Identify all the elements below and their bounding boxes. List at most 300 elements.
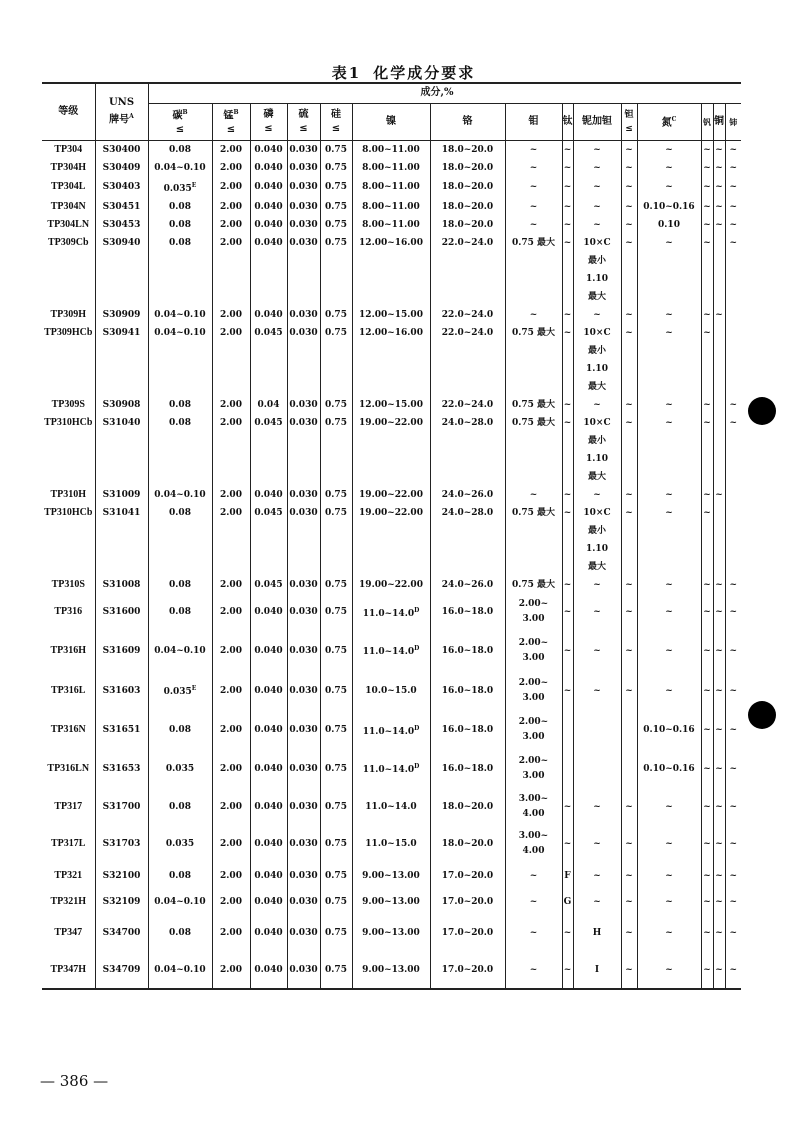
value-cell: 0.030 bbox=[287, 711, 320, 750]
table-row bbox=[42, 159, 741, 177]
uns-cell: S31653 bbox=[95, 750, 148, 788]
value-cell: ~ bbox=[573, 631, 621, 671]
value-cell: 0.04 bbox=[250, 396, 287, 414]
value-cell: 18.0~20.0 bbox=[430, 159, 505, 177]
value-cell: ~ bbox=[701, 952, 713, 989]
table-row bbox=[42, 198, 741, 216]
value-cell: 0.08 bbox=[148, 234, 212, 306]
value-cell: ~ bbox=[621, 504, 637, 576]
uns-cell: S30451 bbox=[95, 198, 148, 216]
value-cell: 0.10 bbox=[637, 216, 701, 234]
value-cell: 0.75 最大 bbox=[505, 324, 562, 396]
table-row bbox=[42, 826, 741, 863]
grade-cell: TP304H bbox=[42, 159, 95, 177]
value-cell: 18.0~20.0 bbox=[430, 216, 505, 234]
value-cell: 0.04~0.10 bbox=[148, 324, 212, 396]
value-cell: 0.75 bbox=[320, 594, 352, 631]
value-cell: ~ bbox=[573, 159, 621, 177]
value-cell: ~ bbox=[637, 889, 701, 915]
cell-footnote: D bbox=[414, 645, 420, 652]
value-cell: ~ bbox=[713, 863, 725, 889]
value-cell: ~ bbox=[713, 788, 725, 826]
value-cell: 24.0~26.0 bbox=[430, 486, 505, 504]
value-cell bbox=[725, 504, 741, 576]
value-cell: 2.00 bbox=[212, 486, 250, 504]
value-cell: 0.040 bbox=[250, 750, 287, 788]
value-cell: 16.0~18.0 bbox=[430, 671, 505, 711]
value-cell: ~ bbox=[573, 396, 621, 414]
value-cell: ~ bbox=[637, 952, 701, 989]
value-cell: ~ bbox=[713, 216, 725, 234]
value-cell: 0.75 最大 bbox=[505, 414, 562, 486]
value-cell: ~ bbox=[637, 671, 701, 711]
value-cell: 22.0~24.0 bbox=[430, 234, 505, 306]
table-row bbox=[42, 306, 741, 324]
value-cell: ~ bbox=[637, 324, 701, 396]
value-cell: 0.040 bbox=[250, 177, 287, 198]
value-cell: 0.040 bbox=[250, 159, 287, 177]
value-cell: ~ bbox=[725, 711, 741, 750]
cell-footnote: D bbox=[414, 763, 420, 770]
value-cell: 2.00 bbox=[212, 414, 250, 486]
value-cell: ~ bbox=[725, 671, 741, 711]
value-cell: 12.00~15.00 bbox=[352, 306, 430, 324]
value-cell: 0.040 bbox=[250, 306, 287, 324]
value-cell: 0.04~0.10 bbox=[148, 486, 212, 504]
value-cell: 24.0~28.0 bbox=[430, 414, 505, 486]
value-cell: 0.75 bbox=[320, 863, 352, 889]
value-cell: ~ bbox=[637, 826, 701, 863]
table-row bbox=[42, 140, 741, 159]
value-cell bbox=[148, 671, 212, 711]
binding-hole-mark bbox=[748, 397, 776, 425]
table-row bbox=[42, 177, 741, 198]
value-cell: 22.0~24.0 bbox=[430, 306, 505, 324]
value-cell: 3.00~ 4.00 bbox=[505, 826, 562, 863]
table-row bbox=[42, 863, 741, 889]
value-cell: 9.00~13.00 bbox=[352, 889, 430, 915]
value-cell: 0.030 bbox=[287, 576, 320, 594]
value-cell: 10.0~15.0 bbox=[352, 671, 430, 711]
binding-hole-mark bbox=[748, 701, 776, 729]
value-cell: ~ bbox=[562, 140, 573, 159]
value-cell: 0.08 bbox=[148, 504, 212, 576]
value-cell: ~ bbox=[573, 198, 621, 216]
table-row bbox=[42, 396, 741, 414]
header-element-13 bbox=[713, 103, 725, 140]
grade-cell: TP316H bbox=[42, 631, 95, 671]
value-cell: ~ bbox=[725, 576, 741, 594]
value-cell: ~ bbox=[725, 216, 741, 234]
value-cell: ~ bbox=[701, 631, 713, 671]
value-cell: ~ bbox=[562, 324, 573, 396]
value-cell: 0.75 bbox=[320, 159, 352, 177]
value-cell: ~ bbox=[725, 952, 741, 989]
value-cell: ~ bbox=[637, 396, 701, 414]
value-cell: ~ bbox=[562, 306, 573, 324]
value-cell: ~ bbox=[713, 631, 725, 671]
value-cell: ~ bbox=[562, 826, 573, 863]
cell-value: 11.0~14.0 bbox=[362, 765, 415, 775]
cell-footnote: D bbox=[414, 724, 420, 732]
value-cell: 2.00~ 3.00 bbox=[505, 750, 562, 788]
value-cell: 8.00~11.00 bbox=[352, 216, 430, 234]
value-cell: 0.040 bbox=[250, 198, 287, 216]
uns-cell: S30909 bbox=[95, 306, 148, 324]
table-number: 表1 bbox=[331, 64, 362, 82]
value-cell: ~ bbox=[713, 576, 725, 594]
value-cell: ~ bbox=[725, 234, 741, 306]
header-element-3 bbox=[287, 103, 320, 140]
grade-cell: TP309HCb bbox=[42, 324, 95, 396]
value-cell: ~ bbox=[562, 234, 573, 306]
value-cell: 2.00~ 3.00 bbox=[505, 711, 562, 750]
header-element-label: 磷 bbox=[263, 108, 274, 120]
value-cell: 0.030 bbox=[287, 863, 320, 889]
uns-cell: S31609 bbox=[95, 631, 148, 671]
uns-cell: S34709 bbox=[95, 952, 148, 989]
value-cell: ~ bbox=[713, 826, 725, 863]
uns-cell: S34700 bbox=[95, 915, 148, 952]
value-cell: ~ bbox=[637, 915, 701, 952]
value-cell: ~ bbox=[725, 159, 741, 177]
value-cell: ~ bbox=[637, 576, 701, 594]
value-cell: 2.00 bbox=[212, 504, 250, 576]
cell-value: 11.0~14.0 bbox=[362, 726, 415, 737]
value-cell: ~ bbox=[621, 594, 637, 631]
value-cell: 2.00 bbox=[212, 177, 250, 198]
value-cell bbox=[148, 177, 212, 198]
value-cell: ~ bbox=[505, 177, 562, 198]
value-cell: ~ bbox=[621, 889, 637, 915]
header-footnote: B bbox=[182, 108, 188, 116]
value-cell: 2.00 bbox=[212, 631, 250, 671]
cell-value: 0.035 bbox=[163, 687, 192, 697]
grade-cell: TP309Cb bbox=[42, 234, 95, 306]
value-cell: 17.0~20.0 bbox=[430, 915, 505, 952]
header-max-symbol: ≤ bbox=[226, 124, 236, 136]
table-row bbox=[42, 324, 741, 396]
value-cell: 18.0~20.0 bbox=[430, 177, 505, 198]
uns-cell: S31008 bbox=[95, 576, 148, 594]
header-element-1 bbox=[212, 103, 250, 140]
header-element-11 bbox=[637, 103, 701, 140]
value-cell: 16.0~18.0 bbox=[430, 750, 505, 788]
table-row bbox=[42, 750, 741, 788]
table-row bbox=[42, 594, 741, 631]
value-cell: ~ bbox=[637, 159, 701, 177]
uns-cell: S30908 bbox=[95, 396, 148, 414]
value-cell: 0.040 bbox=[250, 216, 287, 234]
value-cell: ~ bbox=[562, 396, 573, 414]
value-cell: 0.040 bbox=[250, 140, 287, 159]
value-cell: 9.00~13.00 bbox=[352, 952, 430, 989]
value-cell: ~ bbox=[505, 889, 562, 915]
cell-value: 0.035 bbox=[163, 183, 192, 194]
value-cell: ~ bbox=[573, 216, 621, 234]
value-cell: 8.00~11.00 bbox=[352, 159, 430, 177]
value-cell: 0.08 bbox=[148, 396, 212, 414]
value-cell: ~ bbox=[621, 486, 637, 504]
value-cell: 19.00~22.00 bbox=[352, 576, 430, 594]
value-cell: ~ bbox=[562, 486, 573, 504]
value-cell: ~ bbox=[713, 140, 725, 159]
value-cell: ~ bbox=[573, 576, 621, 594]
value-cell: 17.0~20.0 bbox=[430, 952, 505, 989]
value-cell: ~ bbox=[713, 711, 725, 750]
value-cell: ~ bbox=[713, 486, 725, 504]
value-cell: 0.040 bbox=[250, 671, 287, 711]
value-cell: ~ bbox=[562, 198, 573, 216]
value-cell: 0.030 bbox=[287, 216, 320, 234]
grade-cell: TP304N bbox=[42, 198, 95, 216]
value-cell: 0.030 bbox=[287, 504, 320, 576]
grade-cell: TP304LN bbox=[42, 216, 95, 234]
uns-cell: S30453 bbox=[95, 216, 148, 234]
value-cell: ~ bbox=[701, 177, 713, 198]
value-cell: 11.0~15.0 bbox=[352, 826, 430, 863]
header-element-label: 铈 bbox=[729, 116, 738, 127]
header-element-label: 钛 bbox=[562, 115, 573, 127]
grade-cell: TP309S bbox=[42, 396, 95, 414]
value-cell: ~ bbox=[621, 216, 637, 234]
value-cell: ~ bbox=[562, 576, 573, 594]
value-cell: ~ bbox=[562, 159, 573, 177]
header-element-label: 氮 bbox=[661, 117, 672, 129]
value-cell: 2.00 bbox=[212, 234, 250, 306]
cell-value: 11.0~14.0 bbox=[362, 647, 415, 657]
value-cell: I bbox=[573, 952, 621, 989]
value-cell: ~ bbox=[701, 234, 713, 306]
header-element-6 bbox=[430, 103, 505, 140]
value-cell: 0.04~0.10 bbox=[148, 631, 212, 671]
value-cell: ~ bbox=[562, 177, 573, 198]
grade-cell: TP317 bbox=[42, 788, 95, 826]
value-cell: 8.00~11.00 bbox=[352, 198, 430, 216]
value-cell: 0.75 bbox=[320, 889, 352, 915]
header-element-9 bbox=[573, 103, 621, 140]
value-cell: ~ bbox=[701, 324, 713, 396]
value-cell: 10×C 最小 1.10 最大 bbox=[573, 324, 621, 396]
value-cell bbox=[562, 750, 573, 788]
header-element-4 bbox=[320, 103, 352, 140]
grade-cell: TP316N bbox=[42, 711, 95, 750]
value-cell: 0.08 bbox=[148, 198, 212, 216]
value-cell: 2.00~ 3.00 bbox=[505, 671, 562, 711]
value-cell: ~ bbox=[562, 216, 573, 234]
value-cell: ~ bbox=[637, 140, 701, 159]
value-cell: 2.00 bbox=[212, 671, 250, 711]
value-cell: ~ bbox=[621, 324, 637, 396]
value-cell: 18.0~20.0 bbox=[430, 826, 505, 863]
chemical-composition-table bbox=[42, 82, 741, 990]
value-cell: 9.00~13.00 bbox=[352, 863, 430, 889]
value-cell: 0.08 bbox=[148, 711, 212, 750]
value-cell bbox=[725, 324, 741, 396]
value-cell: 0.75 最大 bbox=[505, 396, 562, 414]
value-cell: ~ bbox=[573, 863, 621, 889]
value-cell: 0.75 bbox=[320, 915, 352, 952]
value-cell: 12.00~16.00 bbox=[352, 234, 430, 306]
value-cell: 2.00 bbox=[212, 324, 250, 396]
grade-cell: TP317L bbox=[42, 826, 95, 863]
value-cell: ~ bbox=[621, 952, 637, 989]
value-cell: 2.00 bbox=[212, 594, 250, 631]
value-cell: ~ bbox=[713, 750, 725, 788]
grade-cell: TP321 bbox=[42, 863, 95, 889]
uns-cell: S31009 bbox=[95, 486, 148, 504]
value-cell: 2.00 bbox=[212, 863, 250, 889]
value-cell: 22.0~24.0 bbox=[430, 324, 505, 396]
value-cell: 2.00 bbox=[212, 140, 250, 159]
page-number: — 386 — bbox=[40, 1072, 109, 1090]
value-cell bbox=[621, 750, 637, 788]
value-cell: ~ bbox=[725, 140, 741, 159]
value-cell: 0.040 bbox=[250, 788, 287, 826]
header-footnote: B bbox=[233, 108, 239, 116]
value-cell: ~ bbox=[621, 234, 637, 306]
value-cell: 0.04~0.10 bbox=[148, 889, 212, 915]
grade-cell: TP310HCb bbox=[42, 504, 95, 576]
value-cell: 2.00 bbox=[212, 576, 250, 594]
value-cell: 0.030 bbox=[287, 671, 320, 711]
value-cell: 17.0~20.0 bbox=[430, 889, 505, 915]
value-cell: ~ bbox=[621, 198, 637, 216]
uns-cell: S31700 bbox=[95, 788, 148, 826]
value-cell: 0.08 bbox=[148, 915, 212, 952]
value-cell: 0.030 bbox=[287, 324, 320, 396]
value-cell: 0.75 bbox=[320, 177, 352, 198]
value-cell: 0.08 bbox=[148, 576, 212, 594]
value-cell: 0.75 bbox=[320, 711, 352, 750]
value-cell: 0.035 bbox=[148, 826, 212, 863]
value-cell: 0.030 bbox=[287, 177, 320, 198]
header-footnote: C bbox=[671, 115, 677, 123]
value-cell: 0.040 bbox=[250, 952, 287, 989]
value-cell: 0.08 bbox=[148, 863, 212, 889]
header-element-label: 钒 bbox=[703, 116, 711, 127]
value-cell: 0.045 bbox=[250, 504, 287, 576]
value-cell: 0.75 bbox=[320, 198, 352, 216]
value-cell: 2.00 bbox=[212, 788, 250, 826]
header-element-label: 铬 bbox=[462, 115, 473, 127]
grade-cell: TP310S bbox=[42, 576, 95, 594]
grade-cell: TP321H bbox=[42, 889, 95, 915]
value-cell: ~ bbox=[637, 788, 701, 826]
value-cell: ~ bbox=[713, 306, 725, 324]
header-element-0 bbox=[148, 103, 212, 140]
value-cell: ~ bbox=[505, 952, 562, 989]
value-cell: 0.030 bbox=[287, 631, 320, 671]
cell-footnote: E bbox=[191, 685, 197, 692]
value-cell: 3.00~ 4.00 bbox=[505, 788, 562, 826]
value-cell: 0.040 bbox=[250, 631, 287, 671]
value-cell: 2.00 bbox=[212, 889, 250, 915]
value-cell: 9.00~13.00 bbox=[352, 915, 430, 952]
value-cell: ~ bbox=[637, 306, 701, 324]
value-cell: 19.00~22.00 bbox=[352, 414, 430, 486]
table-row bbox=[42, 915, 741, 952]
value-cell: 0.040 bbox=[250, 594, 287, 631]
value-cell: ~ bbox=[701, 504, 713, 576]
table-caption: 化学成分要求 bbox=[373, 64, 476, 82]
uns-cell: S31603 bbox=[95, 671, 148, 711]
value-cell: ~ bbox=[573, 177, 621, 198]
header-uns-label: UNS 牌号 bbox=[108, 97, 135, 126]
value-cell: 0.030 bbox=[287, 159, 320, 177]
header-element-10 bbox=[621, 103, 637, 140]
value-cell: ~ bbox=[621, 671, 637, 711]
uns-cell: S30941 bbox=[95, 324, 148, 396]
header-max-symbol: ≤ bbox=[625, 123, 633, 134]
header-max-symbol: ≤ bbox=[331, 122, 341, 134]
value-cell bbox=[713, 396, 725, 414]
value-cell: 0.75 bbox=[320, 140, 352, 159]
value-cell: 0.75 bbox=[320, 396, 352, 414]
value-cell: ~ bbox=[562, 631, 573, 671]
value-cell: ~ bbox=[725, 915, 741, 952]
value-cell bbox=[562, 711, 573, 750]
header-element-12 bbox=[701, 103, 713, 140]
value-cell: 10×C 最小 1.10 最大 bbox=[573, 234, 621, 306]
value-cell: 16.0~18.0 bbox=[430, 631, 505, 671]
value-cell: 0.030 bbox=[287, 198, 320, 216]
grade-cell: TP304L bbox=[42, 177, 95, 198]
value-cell: ~ bbox=[701, 396, 713, 414]
value-cell: ~ bbox=[725, 177, 741, 198]
value-cell: G bbox=[562, 889, 573, 915]
value-cell: 0.045 bbox=[250, 414, 287, 486]
value-cell: ~ bbox=[713, 198, 725, 216]
table-row bbox=[42, 414, 741, 486]
value-cell: 16.0~18.0 bbox=[430, 711, 505, 750]
uns-cell: S31651 bbox=[95, 711, 148, 750]
value-cell: ~ bbox=[621, 177, 637, 198]
value-cell: 2.00 bbox=[212, 711, 250, 750]
value-cell: 11.0~14.0 bbox=[352, 788, 430, 826]
grade-cell: TP310HCb bbox=[42, 414, 95, 486]
value-cell: 0.045 bbox=[250, 576, 287, 594]
header-uns bbox=[95, 83, 148, 140]
value-cell: 0.08 bbox=[148, 788, 212, 826]
value-cell: 0.75 bbox=[320, 234, 352, 306]
value-cell bbox=[725, 486, 741, 504]
uns-cell: S30409 bbox=[95, 159, 148, 177]
value-cell: 0.75 bbox=[320, 750, 352, 788]
value-cell: 0.030 bbox=[287, 414, 320, 486]
header-element-label: 硫 bbox=[298, 108, 309, 120]
value-cell: ~ bbox=[621, 915, 637, 952]
table-row bbox=[42, 788, 741, 826]
header-max-symbol: ≤ bbox=[175, 124, 185, 136]
value-cell: 2.00 bbox=[212, 826, 250, 863]
value-cell: H bbox=[573, 915, 621, 952]
table-row bbox=[42, 952, 741, 989]
value-cell: ~ bbox=[725, 750, 741, 788]
value-cell: ~ bbox=[701, 159, 713, 177]
value-cell: ~ bbox=[701, 414, 713, 486]
value-cell: ~ bbox=[505, 486, 562, 504]
value-cell bbox=[352, 594, 430, 631]
value-cell: ~ bbox=[621, 140, 637, 159]
value-cell: ~ bbox=[562, 915, 573, 952]
header-element-label: 碳 bbox=[172, 110, 183, 122]
value-cell: 2.00 bbox=[212, 396, 250, 414]
value-cell: ~ bbox=[713, 177, 725, 198]
header-element-label: 钽 bbox=[624, 109, 634, 120]
cell-footnote: D bbox=[414, 606, 420, 614]
header-element-8 bbox=[562, 103, 573, 140]
